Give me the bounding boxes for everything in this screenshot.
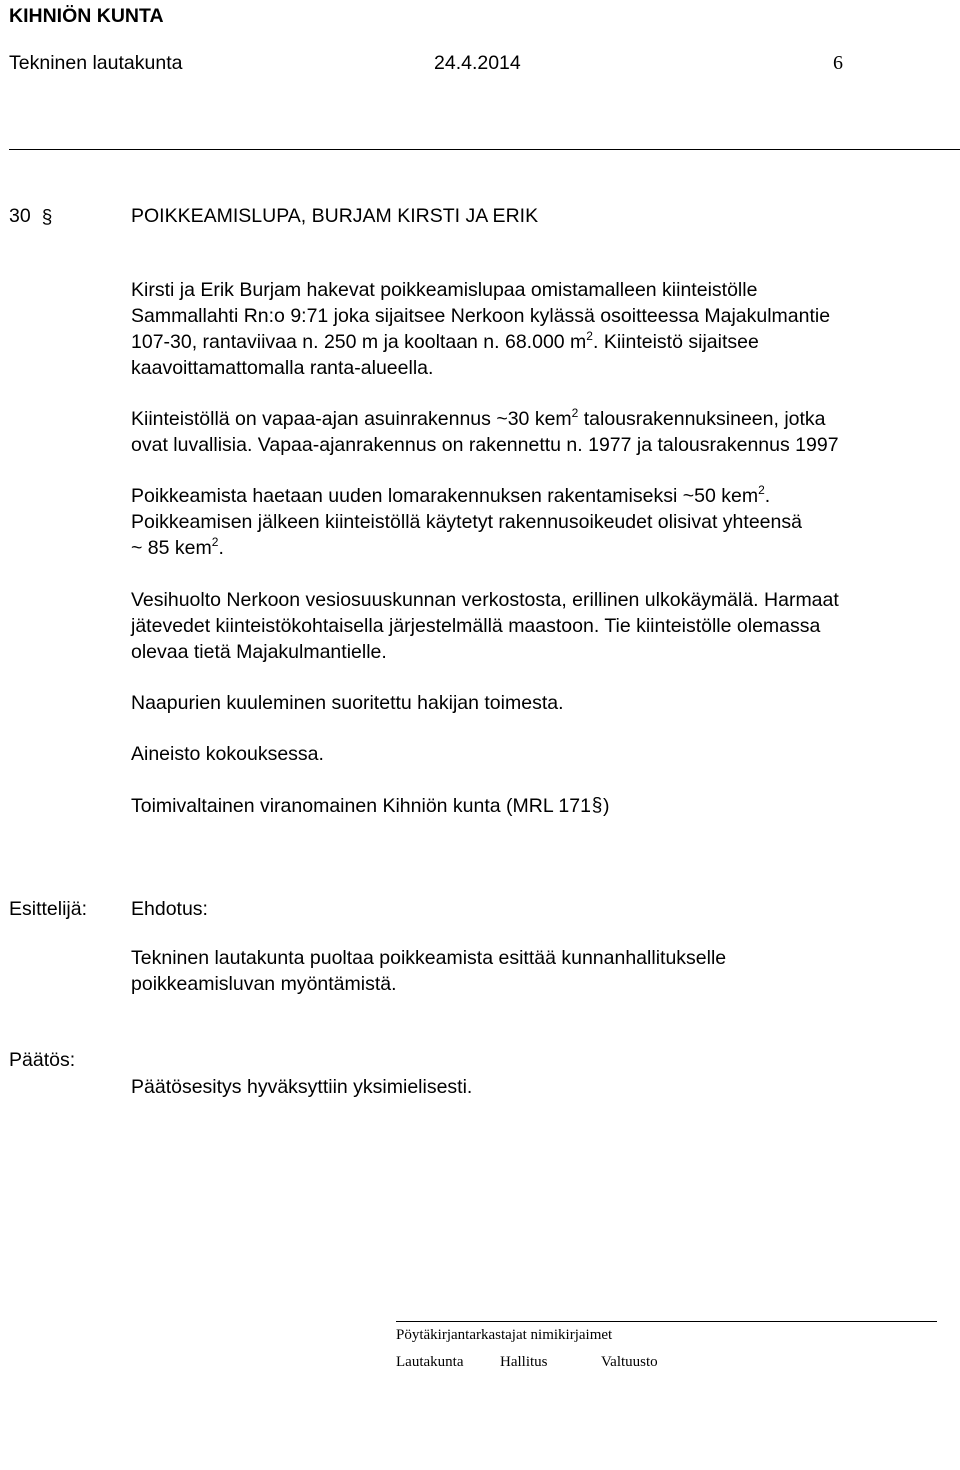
text-segment: .	[764, 485, 771, 507]
board-name: Tekninen lautakunta	[9, 52, 183, 74]
footer-column-valtuusto: Valtuusto	[601, 1354, 658, 1370]
section-sign-icon	[591, 795, 603, 815]
paragraph-line: Naapurien kuuleminen suoritettu hakijan toimesta.	[131, 692, 564, 714]
section-title: POIKKEAMISLUPA, BURJAM KIRSTI JA ERIK	[131, 205, 539, 227]
paragraph-line	[131, 793, 609, 819]
text-segment: . Kiinteistö sijaitsee	[592, 331, 759, 353]
superscript: 2	[586, 329, 593, 343]
paragraph-line	[131, 483, 770, 509]
paragraph-line: kaavoittamattomalla ranta-alueella.	[131, 357, 434, 379]
paragraph-line	[131, 406, 826, 432]
text-segment: .	[218, 537, 224, 559]
footer-column-lautakunta: Lautakunta	[396, 1354, 464, 1370]
text-segment: 107-30, rantaviivaa n. 250 m ja kooltaan n. 68.000 m	[131, 331, 587, 353]
paragraph-line: Sammallahti Rn:o 9:71 joka sijaitsee Nerkoon kylässä osoitteessa Majakulmantie	[131, 305, 831, 327]
proposal-heading: Ehdotus:	[131, 898, 208, 920]
text-segment: Toimivaltainen viranomainen Kihniön kunta (MRL 171	[131, 795, 591, 817]
presenter-label: Esittelijä:	[9, 898, 88, 920]
decision-text: Päätösesitys hyväksyttiin yksimielisesti.	[131, 1076, 473, 1098]
paragraph-line: olevaa tietä Majakulmantielle.	[131, 641, 387, 663]
paragraph-line: Vesihuolto Nerkoon vesiosuuskunnan verkostosta, erillinen ulkokäymälä. Harmaat	[131, 589, 839, 611]
paragraph-line: Aineisto kokouksessa.	[131, 743, 324, 765]
paragraph-line	[131, 535, 224, 561]
paragraph-line: jätevedet kiinteistökohtaisella järjestelmällä maastoon. Tie kiinteistölle olemassa	[131, 615, 821, 637]
section-sign-icon	[41, 203, 53, 229]
svg-text:§: §	[591, 795, 603, 815]
decision-label: Päätös:	[9, 1049, 76, 1071]
footer-title: Pöytäkirjantarkastajat nimikirjaimet	[396, 1327, 613, 1343]
text-segment: )	[602, 795, 610, 817]
paragraph-line: ovat luvallisia. Vapaa-ajanrakennus on rakennettu n. 1977 ja talousrakennus 1997	[131, 434, 839, 456]
text-segment: ~ 85 kem	[131, 537, 212, 559]
text-segment: talousrakennuksineen, jotka	[578, 408, 826, 430]
section-number: 30	[9, 205, 31, 227]
paragraph-line: Poikkeamisen jälkeen kiinteistöllä käytetyt rakennusoikeudet olisivat yhteensä	[131, 511, 802, 533]
text-segment: Poikkeamista haetaan uuden lomarakennuksen rakentamiseksi ~50 kem	[131, 485, 759, 507]
header-divider	[9, 149, 960, 150]
municipality-name: KIHNIÖN KUNTA	[9, 5, 164, 27]
meeting-date: 24.4.2014	[434, 52, 521, 74]
footer-column-hallitus: Hallitus	[500, 1354, 548, 1370]
superscript: 2	[758, 483, 765, 497]
page-number: 6	[833, 52, 843, 74]
paragraph-line	[131, 329, 759, 355]
superscript: 2	[211, 535, 219, 549]
footer-divider	[396, 1321, 937, 1322]
paragraph-line: Kirsti ja Erik Burjam hakevat poikkeamislupaa omistamalleen kiinteistölle	[131, 279, 758, 301]
proposal-line: Tekninen lautakunta puoltaa poikkeamista esittää kunnanhallitukselle	[131, 947, 727, 969]
superscript: 2	[571, 406, 579, 420]
proposal-line: poikkeamisluvan myöntämistä.	[131, 973, 397, 995]
svg-text:§: §	[41, 207, 53, 228]
text-segment: Kiinteistöllä on vapaa-ajan asuinrakennus ~30 kem	[131, 408, 572, 430]
